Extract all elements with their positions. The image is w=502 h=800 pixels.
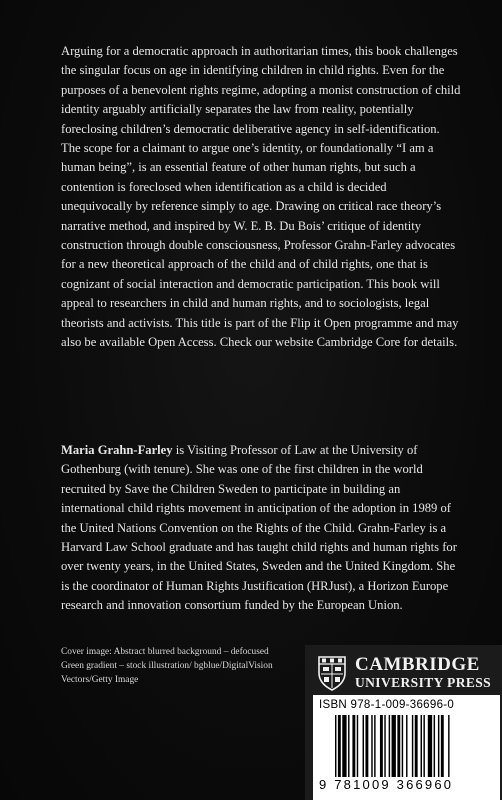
cover-image-credit: Cover image: Abstract blurred background – defocused Green gradient – stock illustration/ bgblue/DigitalVision Vectors/Getty Image (61, 647, 273, 685)
author-bio (61, 441, 461, 616)
publisher-name-line2: UNIVERSITY PRESS (355, 675, 492, 690)
publisher-panel (305, 645, 502, 800)
cambridge-crest-icon (317, 655, 347, 691)
book-blurb: Arguing for a democratic approach in authoritarian times, this book challenges the singular focus on age in identifying children in child rights. Even for the purposes of a benevolent rights regime, adopting a monist construction of child identity arguably artificially separates the law from reality, potentially foreclosing children’s democratic deliberative agency in self-identification. The scope for a claimant to argue one’s identity, or foundationally “I am a human being”, is an essential feature of other human rights, but such a contention is foreclosed when identification as a child is decided unequivocally by reference simply to age. Drawing on critical race theory’s narrative method, and inspired by W. E. B. Du Bois’ critique of identity construction through double consciousness, Professor Grahn-Farley advocates for a new theoretical approach of the child and of child rights, one that is cognizant of social interaction and democratic participation. This book will appeal to researchers in child and human rights, and to sociologists, legal theorists and activists. This title is part of the Flip it Open programme and may also be available Open Access. Check our website Cambridge Core for details. (61, 44, 461, 350)
barcode-box (313, 695, 500, 800)
barcode-digits: 9 781009 366960 (319, 777, 454, 792)
author-bio-text: is Visiting Professor of Law at the University of Gothenburg (with tenure). She was one of the first children in the world recruited by Save the Children Sweden to participate in building an international child rights movement in anticipation of the adoption in 1989 of the United Nations Convention on the Rights of the Child. Grahn-Farley is a Harvard Law School graduate and has taught child rights and human rights for over twenty years, in the United States, Sweden and the United Kingdom. She is the coordinator of Human Rights Justification (HRJust), a Horizon Europe research and innovation consortium funded by the European Union. (61, 443, 457, 613)
author-name: Maria Grahn-Farley (61, 443, 173, 457)
publisher-logo (317, 652, 497, 694)
isbn-label: ISBN 978-1-009-36696-0 (319, 699, 455, 711)
publisher-name-line1: CAMBRIDGE (355, 654, 480, 675)
barcode-icon (333, 715, 493, 777)
